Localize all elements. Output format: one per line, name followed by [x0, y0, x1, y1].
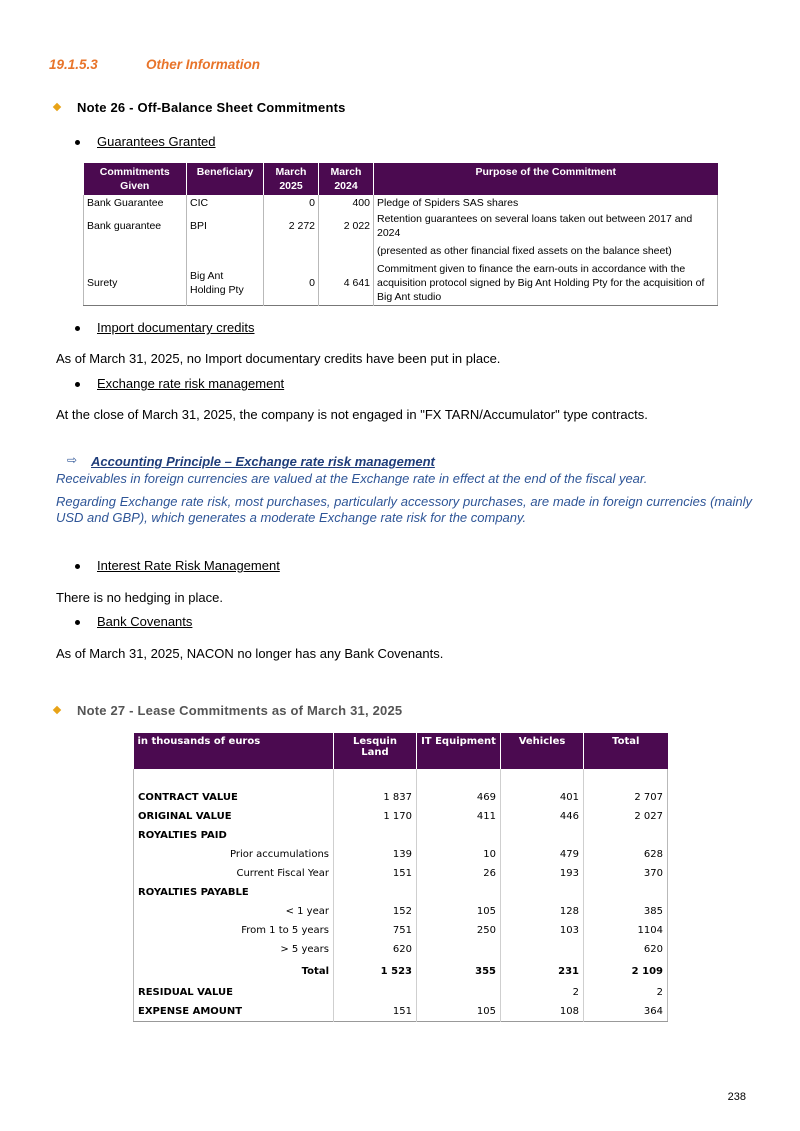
- bullet-icon: [75, 564, 80, 569]
- table-cell: (presented as other financial fixed assets on the balance sheet): [377, 245, 672, 257]
- table-cell: 469: [417, 788, 501, 807]
- table-cell: [501, 769, 584, 788]
- table-cell: 105: [417, 1002, 501, 1022]
- table-cell: 4 641: [319, 261, 374, 306]
- column-header: Purpose of the Commitment: [374, 163, 718, 195]
- table-cell: Pledge of Spiders SAS shares: [377, 197, 519, 209]
- principle-paragraph-2: Regarding Exchange rate risk, most purchases, particularly accessory purchases, are made in foreign currencies (mainly USD and GBP), which generates a moderate Exchange rate risk for the company.: [56, 494, 752, 525]
- table-cell: 364: [643, 1006, 663, 1017]
- fx-label: Exchange rate risk management: [97, 376, 285, 391]
- column-header: Total: [584, 733, 668, 769]
- table-row: [84, 261, 718, 306]
- table-cell: 355: [417, 959, 501, 983]
- row-label: Current Fiscal Year: [134, 864, 334, 883]
- table-row: [84, 211, 718, 241]
- column-header: Lesquin Land: [334, 733, 417, 769]
- page-number: 238: [727, 1091, 746, 1103]
- row-label: > 5 years: [134, 940, 334, 959]
- table-cell: 2 022: [319, 211, 374, 241]
- column-header: IT Equipment: [417, 733, 501, 769]
- table-cell: [584, 769, 668, 788]
- bullet-icon: [75, 620, 80, 625]
- table-cell: 2 707: [634, 792, 663, 803]
- table-cell: 479: [501, 845, 584, 864]
- table-cell: 0: [264, 261, 319, 306]
- row-label: EXPENSE AMOUNT: [134, 1002, 334, 1022]
- table-cell: 1 837: [334, 788, 417, 807]
- table-cell: 1 170: [334, 807, 417, 826]
- table-row: [134, 921, 668, 940]
- table-cell: 26: [417, 864, 501, 883]
- table-cell: 400: [319, 195, 374, 211]
- import-text: As of March 31, 2025, no Import documentary credits have been put in place.: [56, 351, 501, 366]
- table-row: [134, 807, 668, 826]
- covenant-label: Bank Covenants: [97, 614, 193, 629]
- table-cell: 385: [643, 906, 663, 917]
- table-cell: [584, 826, 668, 845]
- table-cell: 446: [501, 807, 584, 826]
- table-cell: 151: [334, 1002, 417, 1022]
- fx-text: At the close of March 31, 2025, the company is not engaged in "FX TARN/Accumulator" type contracts.: [56, 407, 648, 422]
- guarantees-table: [83, 163, 718, 306]
- lease-table: [133, 733, 668, 1022]
- bullet-icon: [75, 326, 80, 331]
- table-row: [84, 195, 718, 211]
- table-cell: 103: [501, 921, 584, 940]
- table-cell: Surety: [84, 261, 187, 306]
- row-label: RESIDUAL VALUE: [134, 983, 334, 1002]
- column-header: in thousands of euros: [134, 733, 334, 769]
- table-cell: [501, 940, 584, 959]
- row-label: [134, 769, 334, 788]
- table-cell: [319, 241, 374, 261]
- table-cell: 620: [643, 944, 663, 955]
- table-cell: [417, 826, 501, 845]
- table-cell: [334, 826, 417, 845]
- table-cell: 128: [501, 902, 584, 921]
- table-row: [134, 883, 668, 902]
- column-header: Vehicles: [501, 733, 584, 769]
- row-label: Prior accumulations: [134, 845, 334, 864]
- table-row: [134, 769, 668, 788]
- table-header-row: [84, 163, 718, 195]
- note-27-heading: Note 27 - Lease Commitments as of March 31, 2025: [77, 703, 403, 718]
- table-row: [134, 959, 668, 983]
- table-cell: 2 027: [634, 811, 663, 822]
- table-cell: 620: [334, 940, 417, 959]
- table-cell: [334, 983, 417, 1002]
- table-cell: 231: [501, 959, 584, 983]
- column-header: Commitments Given: [84, 163, 187, 195]
- table-cell: 139: [334, 845, 417, 864]
- table-row: [134, 1002, 668, 1022]
- table-cell: Big Ant Holding Pty: [187, 261, 264, 306]
- table-cell: Retention guarantees on several loans taken out between 2017 and 2024: [377, 213, 693, 239]
- interest-label: Interest Rate Risk Management: [97, 558, 280, 573]
- table-cell: [584, 883, 668, 902]
- bullet-icon: [75, 140, 80, 145]
- section-title-text: Other Information: [146, 57, 260, 72]
- table-cell: 2 272: [264, 211, 319, 241]
- table-row: [134, 940, 668, 959]
- guarantees-label: Guarantees Granted: [97, 134, 216, 149]
- table-cell: [417, 883, 501, 902]
- table-row: [134, 788, 668, 807]
- table-cell: 151: [334, 864, 417, 883]
- principle-paragraph-1: Receivables in foreign currencies are valued at the Exchange rate in effect at the end of the fiscal year.: [56, 471, 648, 486]
- table-cell: 0: [264, 195, 319, 211]
- table-cell: [84, 241, 187, 261]
- table-cell: 152: [334, 902, 417, 921]
- covenant-text: As of March 31, 2025, NACON no longer has any Bank Covenants.: [56, 646, 444, 661]
- table-row: [134, 983, 668, 1002]
- table-cell: [417, 769, 501, 788]
- table-cell: [501, 883, 584, 902]
- table-row: [84, 241, 718, 261]
- table-cell: 2 109: [631, 965, 663, 977]
- table-cell: [264, 241, 319, 261]
- table-cell: 2: [501, 983, 584, 1002]
- row-label: CONTRACT VALUE: [134, 788, 334, 807]
- table-cell: [417, 940, 501, 959]
- diamond-bullet-icon: [53, 706, 61, 714]
- table-cell: BPI: [187, 211, 264, 241]
- principle-title: Accounting Principle – Exchange rate risk management: [91, 454, 435, 469]
- section-number: 19.1.5.3: [49, 57, 98, 72]
- row-label: From 1 to 5 years: [134, 921, 334, 940]
- table-row: [134, 845, 668, 864]
- table-cell: 105: [417, 902, 501, 921]
- table-cell: 250: [417, 921, 501, 940]
- table-row: [134, 864, 668, 883]
- table-cell: 2: [656, 987, 663, 998]
- table-cell: Bank Guarantee: [84, 195, 187, 211]
- table-cell: Commitment given to finance the earn-outs in accordance with the acquisition protocol signed by Big Ant Holding Pty for the acquisition of Big Ant studio: [377, 263, 705, 303]
- column-header: March 2025: [264, 163, 319, 195]
- lease-table-body: [134, 769, 668, 1022]
- table-cell: [417, 983, 501, 1002]
- table-cell: 108: [501, 1002, 584, 1022]
- table-cell: 1104: [637, 925, 663, 936]
- table-cell: CIC: [187, 195, 264, 211]
- row-label: ROYALTIES PAID: [134, 826, 334, 845]
- column-header: Beneficiary: [187, 163, 264, 195]
- table-header-row: [134, 733, 668, 769]
- table-row: [134, 902, 668, 921]
- section-title: [49, 57, 260, 72]
- column-header: March 2024: [319, 163, 374, 195]
- note-26-heading: Note 26 - Off-Balance Sheet Commitments: [77, 100, 346, 115]
- table-cell: 10: [417, 845, 501, 864]
- table-cell: [187, 241, 264, 261]
- import-label: Import documentary credits: [97, 320, 255, 335]
- row-label: ORIGINAL VALUE: [134, 807, 334, 826]
- table-row: [134, 826, 668, 845]
- table-cell: 628: [643, 849, 663, 860]
- table-cell: 751: [334, 921, 417, 940]
- diamond-bullet-icon: [53, 103, 61, 111]
- arrow-right-icon: ⇨: [67, 453, 78, 467]
- interest-text: There is no hedging in place.: [56, 590, 223, 605]
- table-cell: 401: [501, 788, 584, 807]
- row-label: ROYALTIES PAYABLE: [134, 883, 334, 902]
- table-cell: 411: [417, 807, 501, 826]
- bullet-icon: [75, 382, 80, 387]
- table-cell: [501, 826, 584, 845]
- row-label: < 1 year: [134, 902, 334, 921]
- row-label: Total: [134, 959, 334, 983]
- table-cell: 193: [501, 864, 584, 883]
- table-cell: [334, 883, 417, 902]
- table-cell: 1 523: [334, 959, 417, 983]
- table-cell: Bank guarantee: [84, 211, 187, 241]
- table-cell: 370: [643, 868, 663, 879]
- table-cell: [334, 769, 417, 788]
